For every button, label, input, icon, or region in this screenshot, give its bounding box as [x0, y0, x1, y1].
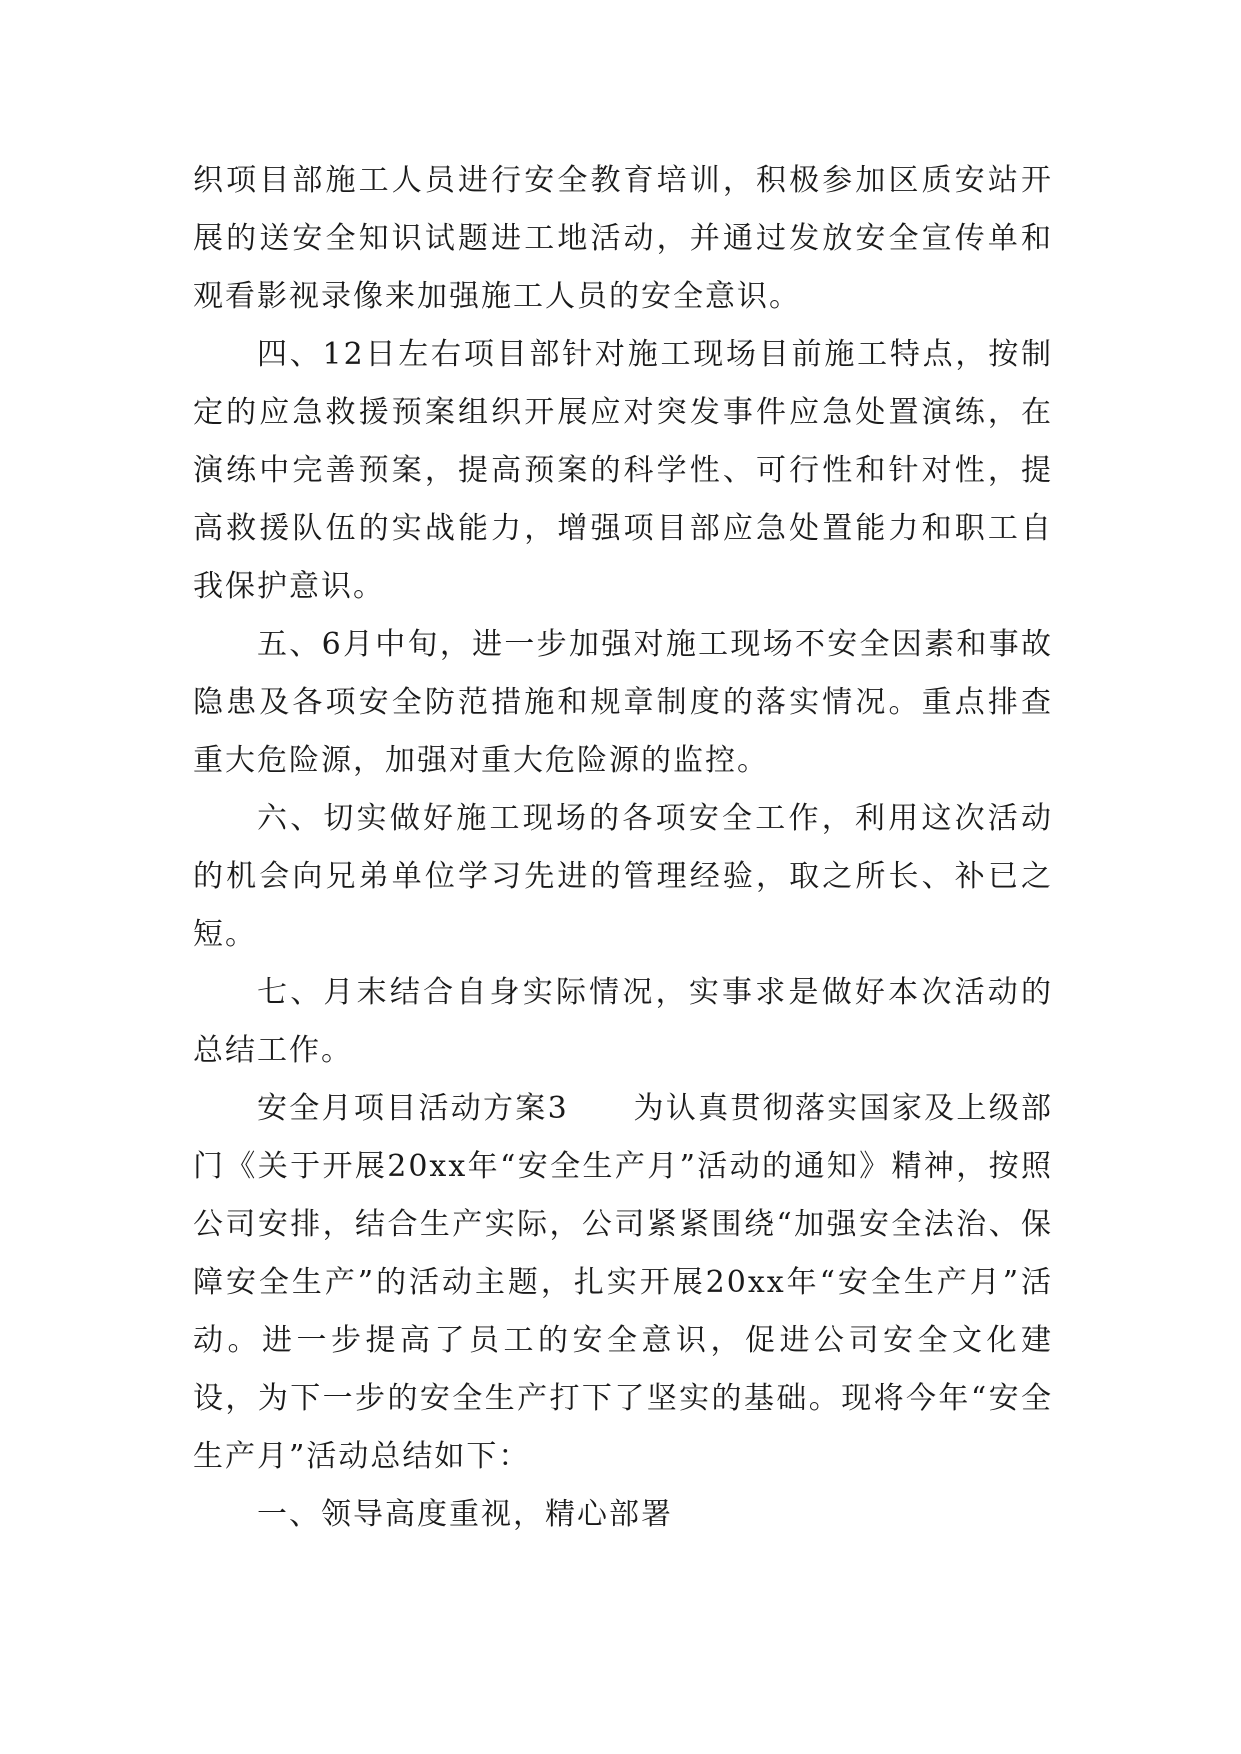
paragraph-item-seven: 七、月末结合自身实际情况，实事求是做好本次活动的总结工作。	[193, 975, 1053, 1068]
paragraph-plan-three: 安全月项目活动方案3 为认真贯彻落实国家及上级部门《关于开展20xx年“安全生产月”活动的通知》精神，按照公司安排，结合生产实际，公司紧紧围绕“加强安全法治、保障安全生产”的活动主题，扎实开展20xx年“安全生产月”活动。进一步提高了员工的安全意识，促进公司安全文化建设，为下一步的安全生产打下了坚实的基础。现将今年“安全生产月”活动总结如下：	[193, 1091, 1053, 1474]
paragraph-item-four: 四、12日左右项目部针对施工现场目前施工特点，按制定的应急救援预案组织开展应对突发事件应急处置演练，在演练中完善预案，提高预案的科学性、可行性和针对性，提高救援队伍的实战能力，增强项目部应急处置能力和职工自我保护意识。	[193, 337, 1053, 604]
paragraph-item-six: 六、切实做好施工现场的各项安全工作，利用这次活动的机会向兄弟单位学习先进的管理经验，取之所长、补已之短。	[193, 801, 1053, 952]
paragraph-item-five: 五、6月中旬，进一步加强对施工现场不安全因素和事故隐患及各项安全防范措施和规章制度的落实情况。重点排查重大危险源，加强对重大危险源的监控。	[193, 627, 1053, 778]
document-body	[193, 152, 1053, 1544]
section-heading-one: 一、领导高度重视，精心部署	[257, 1497, 673, 1532]
paragraph-training: 织项目部施工人员进行安全教育培训，积极参加区质安站开展的送安全知识试题进工地活动，并通过发放安全宣传单和观看影视录像来加强施工人员的安全意识。	[193, 163, 1053, 314]
